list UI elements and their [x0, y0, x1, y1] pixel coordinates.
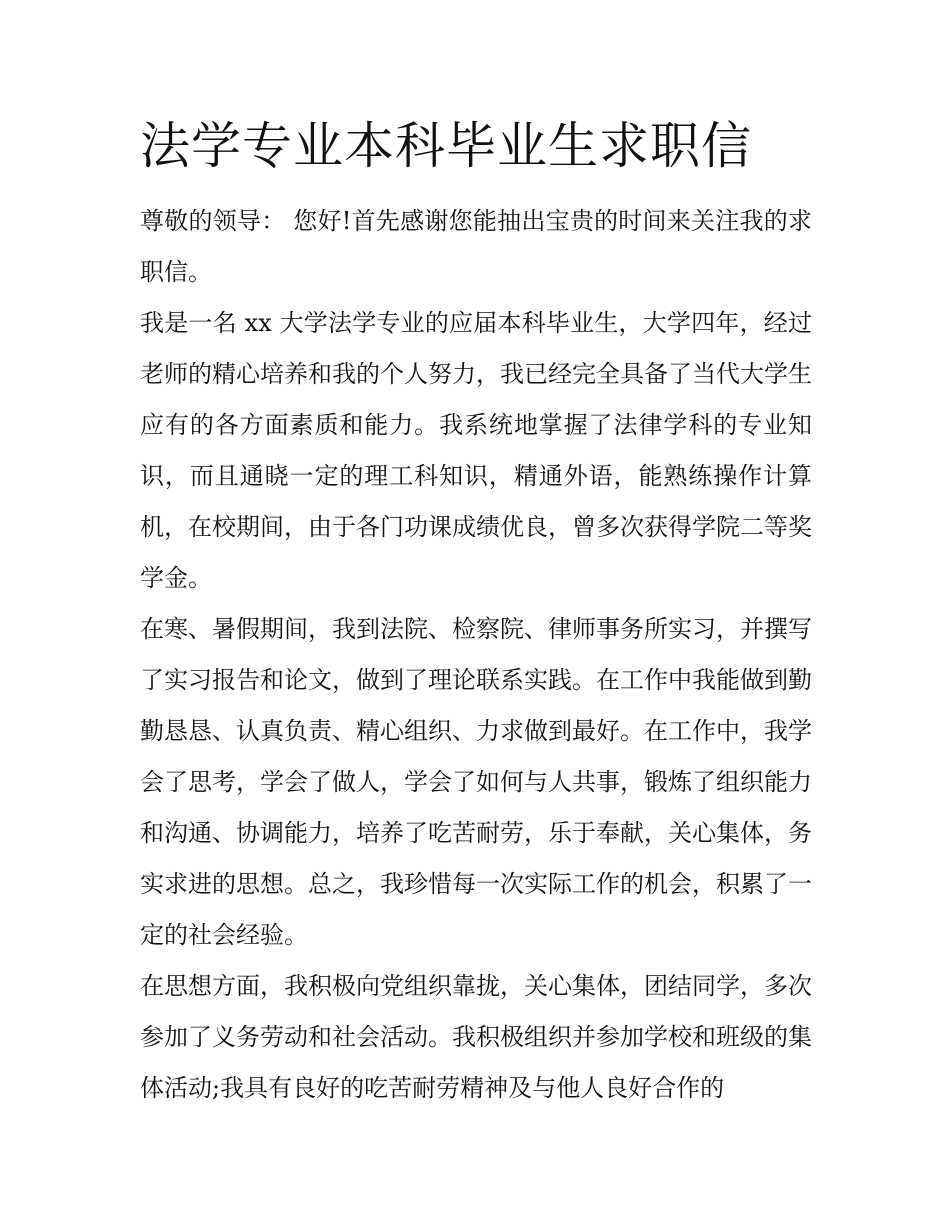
paragraph-ideology: 在思想方面，我积极向党组织靠拢，关心集体，团结同学，多次参加了义务劳动和社会活动。我积极组织并参加学校和班级的集体活动;我具有良好的吃苦耐劳精神及与他人良好合作的 [140, 972, 812, 1102]
paragraph-greeting: 尊敬的领导： 您好!首先感谢您能抽出宝贵的时间来关注我的求职信。 [140, 207, 812, 286]
paragraph-education: 我是一名 xx 大学法学专业的应届本科毕业生，大学四年，经过老师的精心培养和我的个人努力，我已经完全具备了当代大学生应有的各方面素质和能力。我系统地掌握了法律学科的专业知识，而且通晓一定的理工科知识，精通外语，能熟练操作计算机，在校期间，由于各门功课成绩优良，曾多次获得学院二等奖学金。 [140, 309, 812, 592]
document-title: 法学专业本科毕业生求职信 [140, 117, 752, 175]
paragraph-internship: 在寒、暑假期间，我到法院、检察院、律师事务所实习，并撰写了实习报告和论文，做到了理论联系实践。在工作中我能做到勤勤恳恳、认真负责、精心组织、力求做到最好。在工作中，我学会了思考，学会了做人，学会了如何与人共事，锻炼了组织能力和沟通、协调能力，培养了吃苦耐劳，乐于奉献，关心集体，务实求进的思想。总之，我珍惜每一次实际工作的机会，积累了一定的社会经验。 [140, 615, 812, 949]
document-body [140, 196, 812, 1114]
